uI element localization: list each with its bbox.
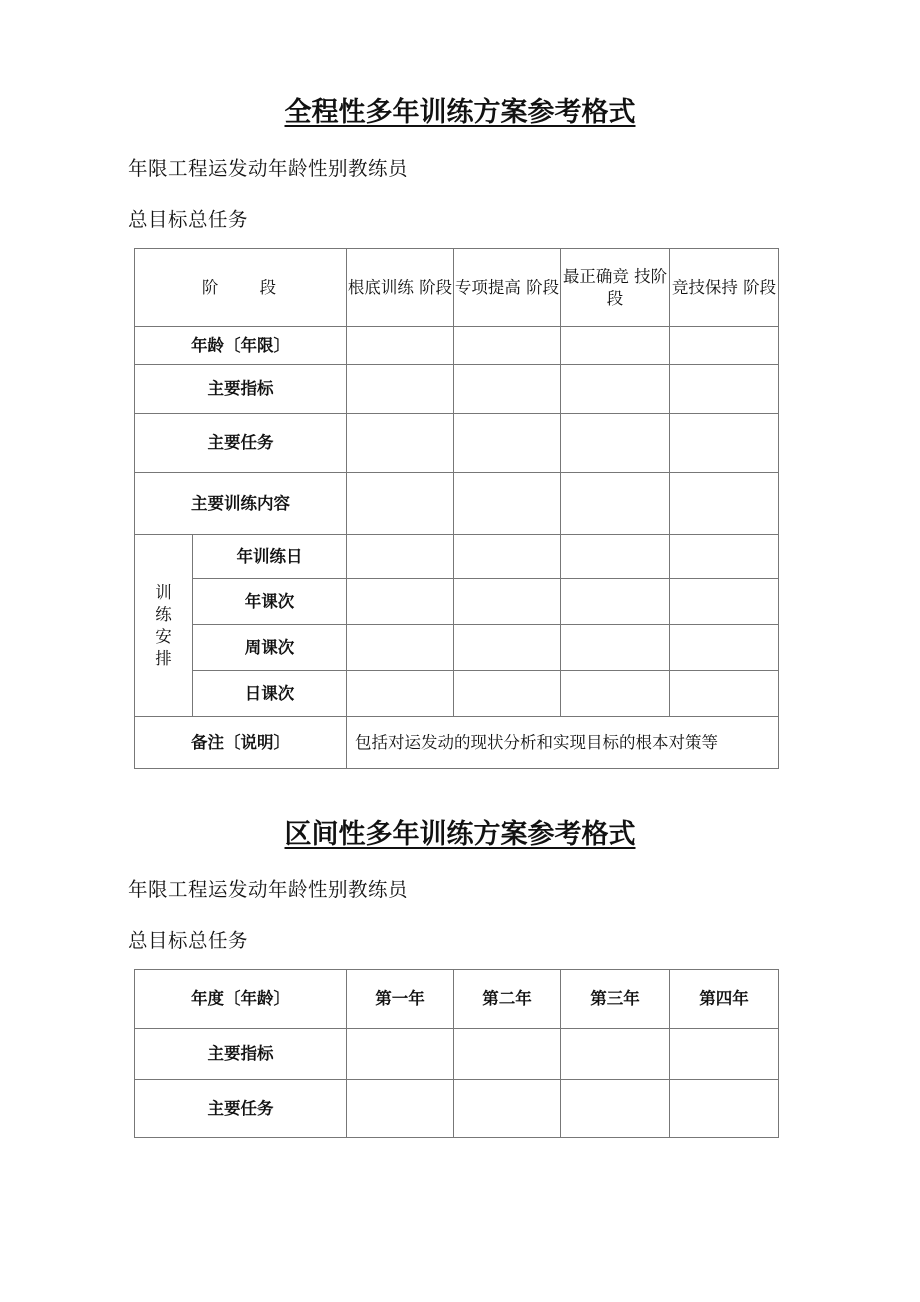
info-line-2: 年限工程运发动年龄性别教练员 [128, 878, 409, 901]
table-cell [454, 473, 561, 535]
goal-line-2: 总目标总任务 [128, 929, 249, 952]
table-cell [454, 327, 561, 365]
table-header-row [135, 970, 779, 1029]
table-cell [454, 414, 561, 473]
table-cell [454, 535, 561, 579]
table-cell [347, 579, 454, 625]
table-cell [454, 1080, 561, 1138]
table-cell [670, 1080, 779, 1138]
table-cell [347, 625, 454, 671]
table-row [135, 414, 779, 473]
page-title-1 [0, 96, 920, 130]
remark-text: 包括对运发动的现状分析和实现目标的根本对策等 [347, 717, 779, 769]
row-label-daily-sessions: 日课次 [193, 671, 347, 717]
arrangement-group-label [135, 535, 193, 717]
row-label-age: 年龄〔年限〕 [135, 327, 347, 365]
table-cell [670, 365, 779, 414]
table-header-row [135, 249, 779, 327]
row-label-annual-sessions: 年课次 [193, 579, 347, 625]
info-line-1: 年限工程运发动年龄性别教练员 [128, 157, 409, 180]
table-cell [347, 535, 454, 579]
table-cell [347, 1080, 454, 1138]
table-cell [561, 473, 670, 535]
row-label-indicators-2: 主要指标 [135, 1029, 347, 1080]
page-title-2 [0, 818, 920, 852]
year-col-2: 第二年 [454, 970, 561, 1029]
year-header: 年度〔年龄〕 [135, 970, 347, 1029]
table-row [135, 327, 779, 365]
phase-header-2: 专项提高 阶段 [454, 249, 561, 327]
table-cell [670, 579, 779, 625]
table-cell [670, 671, 779, 717]
table-cell [670, 473, 779, 535]
table-row [135, 625, 779, 671]
table-row [135, 579, 779, 625]
row-label-tasks-2: 主要任务 [135, 1080, 347, 1138]
stage-header: 阶 段 [135, 249, 347, 327]
row-label-indicators: 主要指标 [135, 365, 347, 414]
phase-header-3: 最正确竞 技阶 段 [561, 249, 670, 327]
table-row [135, 1029, 779, 1080]
table-row [135, 717, 779, 769]
table-cell [561, 579, 670, 625]
table-cell [347, 327, 454, 365]
table-cell [561, 1080, 670, 1138]
year-col-4: 第四年 [670, 970, 779, 1029]
table-cell [670, 414, 779, 473]
full-plan-table [134, 248, 779, 769]
interval-plan-table [134, 969, 779, 1138]
title-text-2: 区间性多年训练方案参考格式 [284, 819, 636, 850]
year-col-3: 第三年 [561, 970, 670, 1029]
table-cell [670, 1029, 779, 1080]
row-label-tasks: 主要任务 [135, 414, 347, 473]
table-row [135, 365, 779, 414]
year-col-1: 第一年 [347, 970, 454, 1029]
title-text-1: 全程性多年训练方案参考格式 [284, 97, 636, 128]
table-cell [670, 327, 779, 365]
table-cell [561, 671, 670, 717]
table-cell [561, 1029, 670, 1080]
row-label-weekly-sessions: 周课次 [193, 625, 347, 671]
table-cell [670, 535, 779, 579]
arrangement-vertical-text: 训练安排 [155, 582, 172, 668]
table-row [135, 671, 779, 717]
table-cell [347, 671, 454, 717]
phase-header-4: 竞技保持 阶段 [670, 249, 779, 327]
table-cell [454, 625, 561, 671]
row-label-content: 主要训练内容 [135, 473, 347, 535]
table-cell [561, 327, 670, 365]
table-row [135, 1080, 779, 1138]
table-row [135, 535, 779, 579]
phase-header-1: 根底训练 阶段 [347, 249, 454, 327]
table-cell [454, 671, 561, 717]
table-cell [561, 365, 670, 414]
row-label-remark: 备注〔说明〕 [135, 717, 347, 769]
table-cell [454, 1029, 561, 1080]
table-row [135, 473, 779, 535]
table-cell [670, 625, 779, 671]
row-label-training-days: 年训练日 [193, 535, 347, 579]
table-cell [561, 414, 670, 473]
table-cell [561, 535, 670, 579]
table-cell [454, 365, 561, 414]
table-cell [561, 625, 670, 671]
table-cell [454, 579, 561, 625]
table-cell [347, 473, 454, 535]
table-cell [347, 365, 454, 414]
table-cell [347, 414, 454, 473]
table-cell [347, 1029, 454, 1080]
goal-line-1: 总目标总任务 [128, 208, 249, 231]
